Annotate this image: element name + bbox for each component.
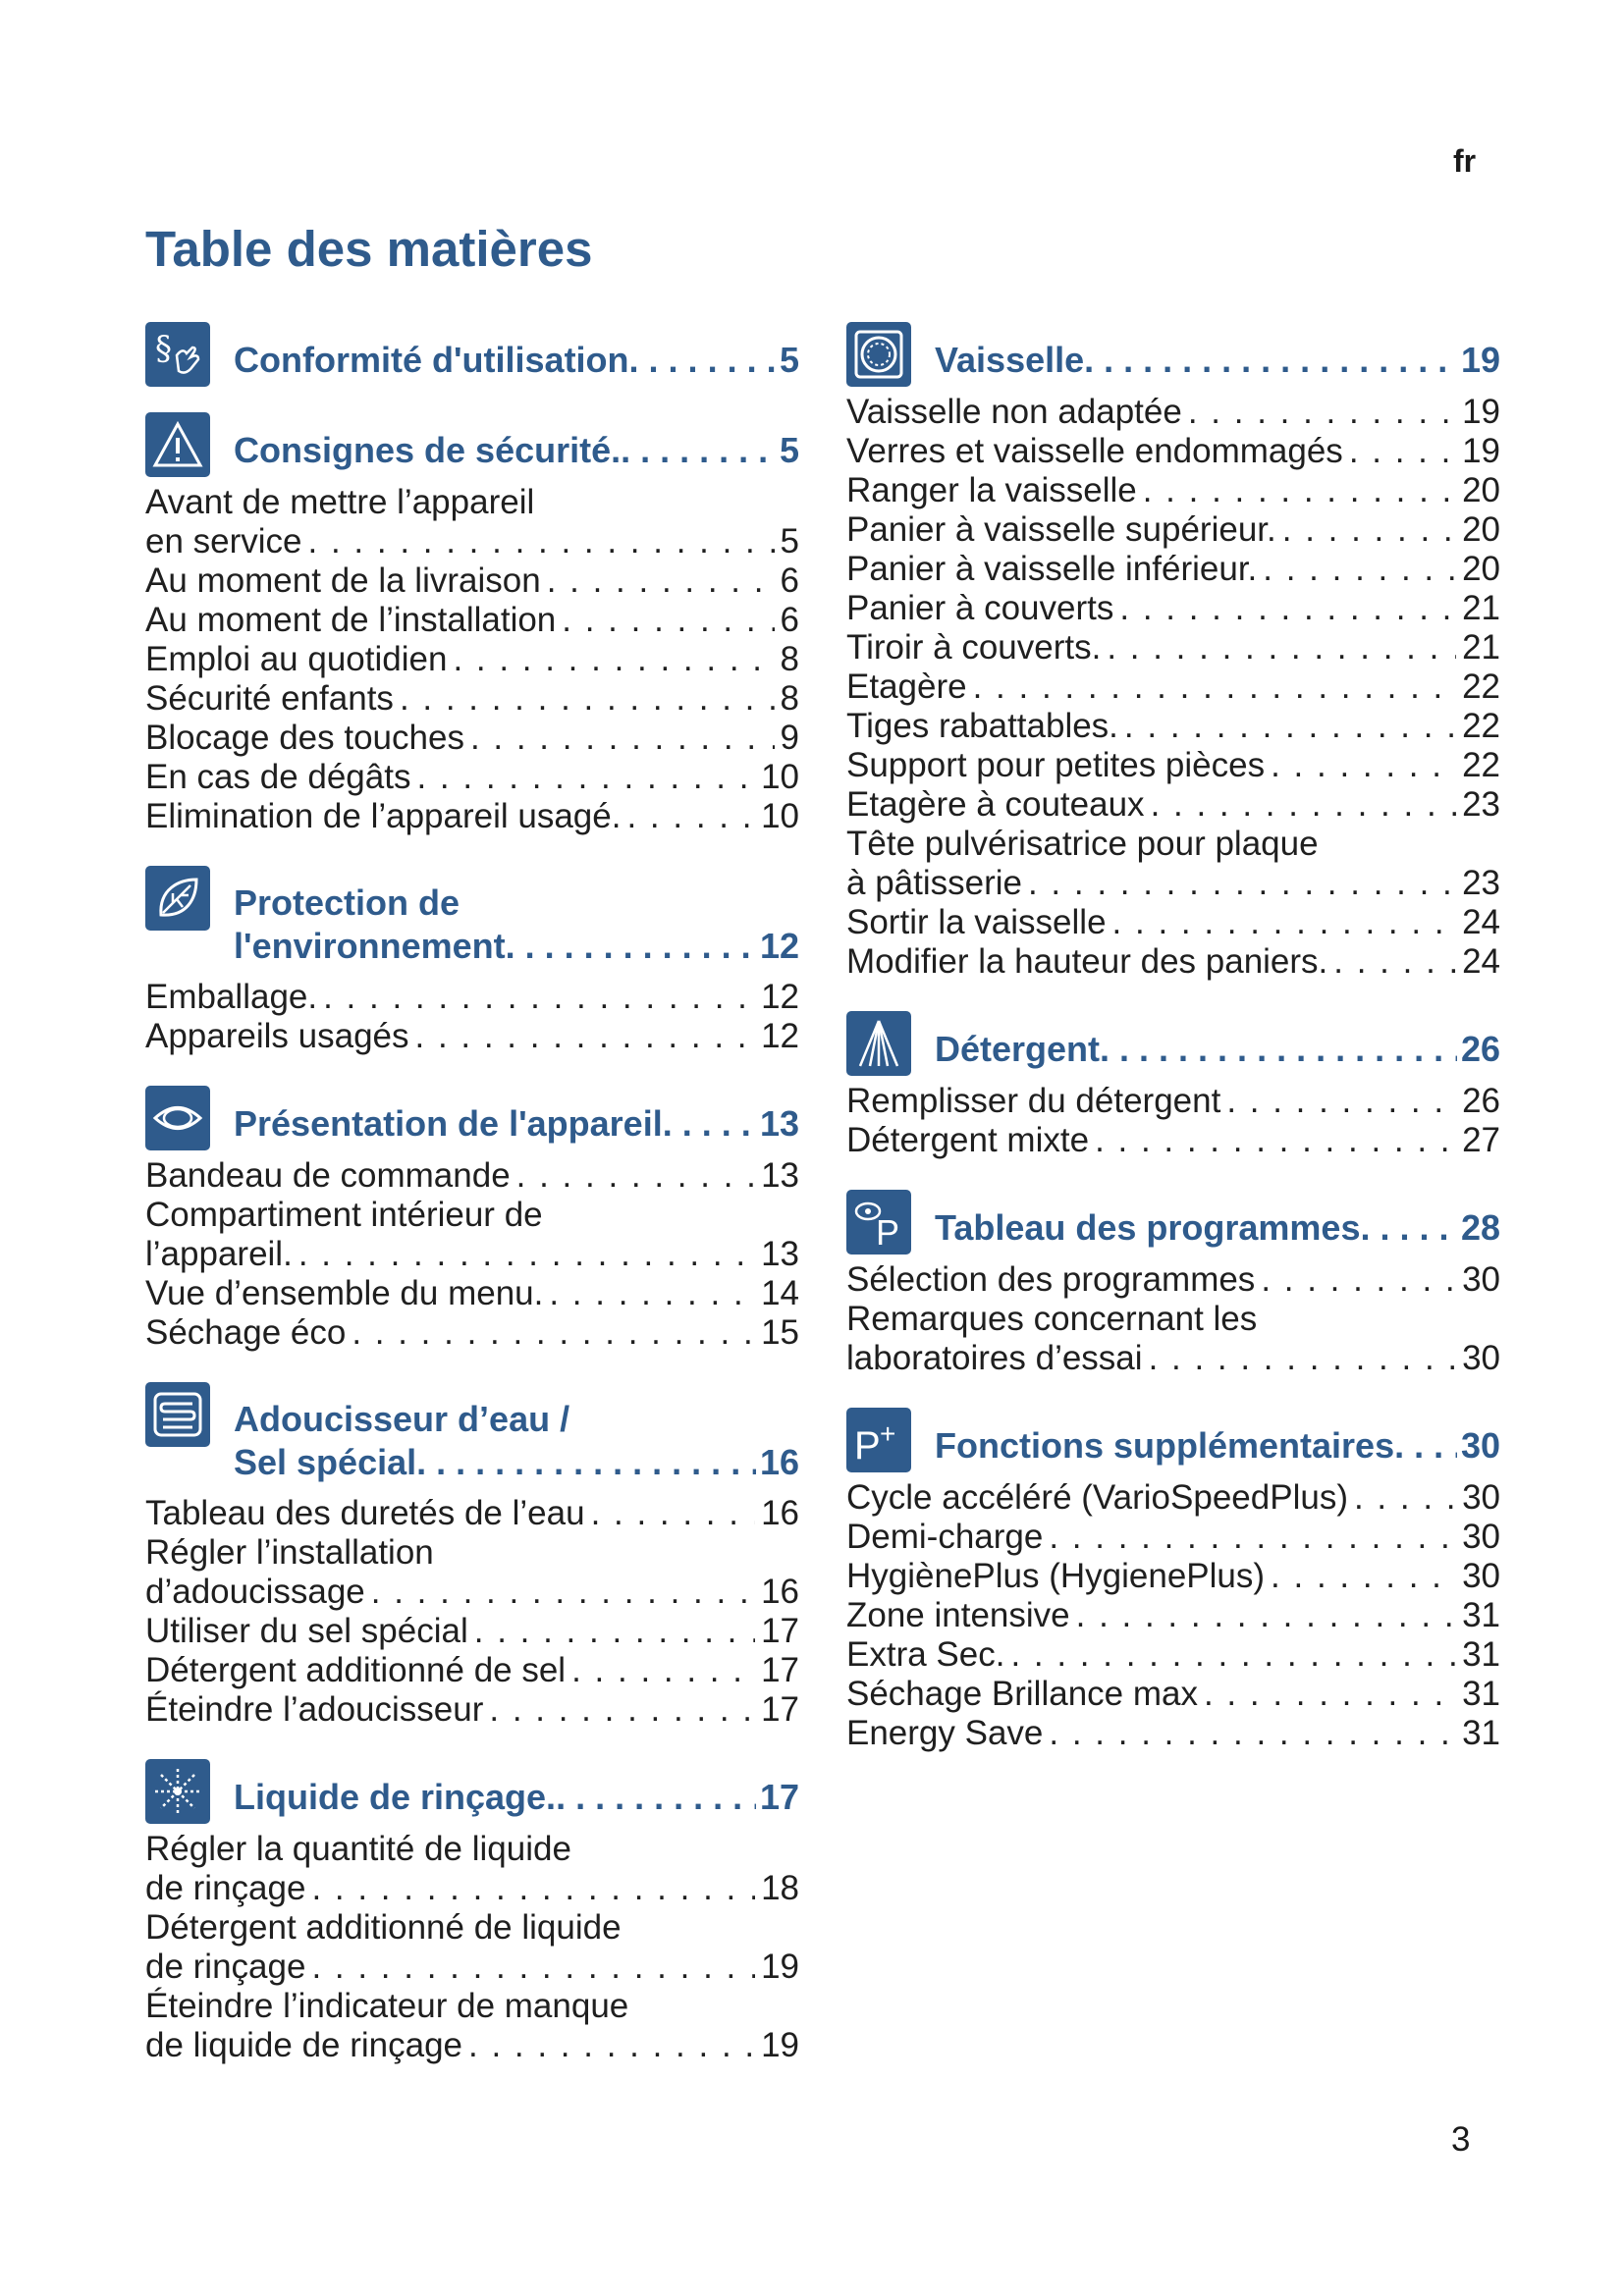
dot-leader xyxy=(305,1948,755,1987)
toc-section xyxy=(846,1184,1500,1378)
entry-text: Blocage des touches xyxy=(145,719,464,757)
entry-text: Demi-charge xyxy=(846,1518,1044,1556)
toc-entry[interactable] xyxy=(846,746,1500,785)
section-title: l'environnement xyxy=(234,926,506,966)
toc-entry[interactable] xyxy=(145,1017,799,1056)
toc-section xyxy=(145,1376,799,1730)
dot-leader xyxy=(621,797,755,836)
entry-text: Panier à vaisselle supérieur. xyxy=(846,510,1276,549)
dot-leader xyxy=(566,1651,755,1690)
dot-leader xyxy=(1043,1714,1456,1753)
toc-entry[interactable] xyxy=(145,1156,799,1196)
toc-section xyxy=(846,316,1500,982)
toc-entry[interactable] xyxy=(846,825,1500,903)
entry-page: 21 xyxy=(1462,589,1500,627)
entry-page: 16 xyxy=(761,1494,799,1532)
dot-leader xyxy=(1101,628,1456,667)
section-title: Liquide de rinçage. xyxy=(234,1777,557,1817)
entry-text: Emploi au quotidien xyxy=(145,640,448,678)
section-title: Vaisselle xyxy=(935,340,1085,380)
entry-page: 18 xyxy=(761,1869,799,1907)
p-plus-icon xyxy=(846,1408,911,1472)
section-title: Fonctions supplémentaires xyxy=(935,1425,1395,1466)
entry-page: 30 xyxy=(1462,1260,1500,1299)
dot-leader xyxy=(305,1869,755,1908)
detergent-icon xyxy=(846,1011,911,1076)
entry-page: 17 xyxy=(761,1612,799,1650)
language-code: fr xyxy=(1453,143,1477,179)
section-hand-icon xyxy=(145,322,210,387)
section-page: 19 xyxy=(1460,340,1500,380)
dot-leader xyxy=(585,1494,756,1533)
dot-leader xyxy=(1348,1478,1456,1518)
toc-entry[interactable] xyxy=(846,471,1500,510)
entry-page: 12 xyxy=(761,1017,799,1055)
entry-page: 15 xyxy=(761,1313,799,1352)
entry-page: 9 xyxy=(780,719,799,757)
toc-entry[interactable] xyxy=(846,942,1500,982)
section-page: 5 xyxy=(779,340,799,380)
entry-page: 19 xyxy=(1462,393,1500,431)
toc-entry[interactable] xyxy=(145,1274,799,1313)
warning-triangle-icon xyxy=(145,412,210,477)
dot-leader xyxy=(1276,510,1456,550)
entry-page: 30 xyxy=(1462,1557,1500,1595)
dot-leader xyxy=(462,2026,755,2065)
dot-leader xyxy=(410,758,755,797)
entry-text: Tiges rabattables. xyxy=(846,707,1118,745)
dot-leader xyxy=(1113,589,1456,628)
eye-icon xyxy=(145,1086,210,1150)
entry-text: Verres et vaisselle endommagés xyxy=(846,432,1343,470)
entry-text: Appareils usagés xyxy=(145,1017,409,1055)
dot-leader xyxy=(1198,1675,1456,1714)
toc-entry[interactable] xyxy=(145,1196,799,1274)
toc-entry[interactable] xyxy=(145,640,799,679)
section-title: Consignes de sécurité. xyxy=(234,430,622,470)
toc-right-column xyxy=(846,316,1500,1777)
section-heading[interactable] xyxy=(846,1402,1500,1468)
toc-entry[interactable] xyxy=(145,1494,799,1533)
dot-leader xyxy=(1137,471,1456,510)
dot-leader xyxy=(1022,864,1456,903)
entry-text: Energy Save xyxy=(846,1714,1044,1752)
toc-section xyxy=(145,1753,799,2065)
entry-text: Support pour petites pièces xyxy=(846,746,1266,784)
dot-leader xyxy=(1089,1121,1456,1160)
entry-page: 13 xyxy=(761,1235,799,1273)
toc-section xyxy=(145,860,799,1056)
toc-entry[interactable] xyxy=(846,510,1500,550)
entry-text: de liquide de rinçage xyxy=(145,2026,463,2064)
dot-leader xyxy=(1255,1260,1456,1300)
entry-text-pre: Avant de mettre l’appareil xyxy=(145,483,535,521)
entry-text: à pâtisserie xyxy=(846,864,1022,902)
dot-leader xyxy=(1107,903,1457,942)
entry-text: Panier à vaisselle inférieur. xyxy=(846,550,1258,588)
entry-page: 21 xyxy=(1462,628,1500,667)
section-heading[interactable] xyxy=(846,1005,1500,1072)
dot-leader xyxy=(464,719,775,758)
dot-leader xyxy=(1360,1206,1456,1250)
entry-text: Séchage Brillance max xyxy=(846,1675,1198,1713)
entry-page: 20 xyxy=(1462,510,1500,549)
dot-leader xyxy=(543,1274,755,1313)
section-heading[interactable] xyxy=(145,406,799,473)
toc-entry[interactable] xyxy=(145,719,799,758)
dot-leader xyxy=(1084,339,1457,382)
entry-page: 10 xyxy=(761,758,799,796)
svg-text:P: P xyxy=(854,1424,881,1468)
dot-leader xyxy=(1043,1518,1456,1557)
dot-leader xyxy=(1004,1635,1456,1675)
entry-text: de rinçage xyxy=(145,1869,306,1907)
section-page: 13 xyxy=(759,1103,799,1144)
dot-leader xyxy=(468,1612,755,1651)
entry-page: 19 xyxy=(761,1948,799,1986)
entry-text: Emballage. xyxy=(145,978,318,1016)
entry-page: 10 xyxy=(761,797,799,835)
dot-leader xyxy=(511,1156,755,1196)
entry-text: Détergent mixte xyxy=(846,1121,1090,1159)
toc-entry[interactable] xyxy=(145,561,799,601)
entry-text: Bandeau de commande xyxy=(145,1156,511,1195)
section-title: Conformité d'utilisation xyxy=(234,340,629,380)
entry-text: Etagère à couteaux xyxy=(846,785,1145,824)
entry-page: 6 xyxy=(780,601,799,639)
sparkle-icon xyxy=(145,1759,210,1824)
toc-entry[interactable] xyxy=(846,785,1500,825)
section-page: 30 xyxy=(1460,1425,1500,1466)
entry-text: Vue d’ensemble du menu. xyxy=(145,1274,544,1312)
toc-section xyxy=(145,406,799,836)
entry-text: Au moment de la livraison xyxy=(145,561,541,600)
toc-entry[interactable] xyxy=(145,1612,799,1651)
section-heading[interactable] xyxy=(145,1753,799,1820)
entry-text: Détergent additionné de sel xyxy=(145,1651,567,1689)
dot-leader xyxy=(1327,942,1456,982)
section-title: Détergent xyxy=(935,1029,1101,1069)
toc-entry[interactable] xyxy=(145,1908,799,1987)
entry-page: 27 xyxy=(1462,1121,1500,1159)
entry-text: en service xyxy=(145,522,302,561)
entry-text: Etagère xyxy=(846,667,967,706)
entry-page: 31 xyxy=(1462,1714,1500,1752)
toc-entry[interactable] xyxy=(846,1478,1500,1518)
entry-page: 19 xyxy=(1462,432,1500,470)
toc-entry[interactable] xyxy=(145,1651,799,1690)
entry-text: laboratoires d’essai xyxy=(846,1339,1143,1377)
toc-entry[interactable] xyxy=(145,1533,799,1612)
dot-leader xyxy=(1343,432,1456,471)
water-softener-icon xyxy=(145,1382,210,1447)
entry-page: 6 xyxy=(780,561,799,600)
dot-leader xyxy=(416,1441,756,1484)
entry-page: 8 xyxy=(780,679,799,718)
entry-page: 23 xyxy=(1462,864,1500,902)
entry-text-pre: Détergent additionné de liquide xyxy=(145,1908,622,1947)
section-title: Sel spécial xyxy=(234,1442,417,1482)
toc-entry[interactable] xyxy=(846,1675,1500,1714)
entry-page: 24 xyxy=(1462,942,1500,981)
toc-entry[interactable] xyxy=(145,679,799,719)
dot-leader xyxy=(556,601,774,640)
entry-text: Ranger la vaisselle xyxy=(846,471,1137,509)
entry-page: 19 xyxy=(761,2026,799,2064)
dot-leader xyxy=(317,978,755,1017)
toc-entry[interactable] xyxy=(145,1987,799,2065)
entry-page: 22 xyxy=(1462,707,1500,745)
toc-entry[interactable] xyxy=(846,589,1500,628)
entry-text: Remplisser du détergent xyxy=(846,1082,1221,1120)
section-title-pre: Protection de xyxy=(234,882,460,923)
entry-text-pre: Régler la quantité de liquide xyxy=(145,1830,571,1868)
dot-leader xyxy=(1257,550,1456,589)
entry-page: 31 xyxy=(1462,1596,1500,1634)
toc-entry[interactable] xyxy=(846,707,1500,746)
section-heading[interactable] xyxy=(145,316,799,383)
entry-text: Tiroir à couverts. xyxy=(846,628,1102,667)
leaf-icon xyxy=(145,866,210,931)
entry-text: Sécurité enfants xyxy=(145,679,394,718)
entry-page: 14 xyxy=(761,1274,799,1312)
entry-page: 23 xyxy=(1462,785,1500,824)
toc-section xyxy=(846,1402,1500,1753)
dot-leader xyxy=(1265,746,1456,785)
toc-entry[interactable] xyxy=(846,550,1500,589)
entry-text: En cas de dégâts xyxy=(145,758,411,796)
dot-leader xyxy=(621,429,776,472)
entry-page: 17 xyxy=(761,1651,799,1689)
toc-section xyxy=(145,1080,799,1353)
dot-leader xyxy=(556,1776,756,1819)
page-title: Table des matières xyxy=(145,221,593,277)
entry-text: Tableau des duretés de l’eau xyxy=(145,1494,585,1532)
dot-leader xyxy=(409,1017,756,1056)
entry-text-pre: Régler l’installation xyxy=(145,1533,434,1572)
dot-leader xyxy=(506,925,756,968)
dot-leader xyxy=(663,1102,756,1146)
dot-leader xyxy=(1265,1557,1456,1596)
toc-entry[interactable] xyxy=(846,903,1500,942)
entry-text: Elimination de l’appareil usagé. xyxy=(145,797,622,835)
plate-icon xyxy=(846,322,911,387)
page-number: 3 xyxy=(1451,2120,1471,2159)
entry-text: Zone intensive xyxy=(846,1596,1070,1634)
toc-entry[interactable] xyxy=(145,1313,799,1353)
entry-page: 20 xyxy=(1462,471,1500,509)
entry-page: 24 xyxy=(1462,903,1500,941)
toc-entry[interactable] xyxy=(846,628,1500,667)
dot-leader xyxy=(1100,1028,1457,1071)
section-page: 5 xyxy=(779,430,799,470)
entry-page: 13 xyxy=(761,1156,799,1195)
entry-text: d’adoucissage xyxy=(145,1573,365,1611)
entry-text: l’appareil. xyxy=(145,1235,293,1273)
section-heading[interactable] xyxy=(145,1080,799,1147)
entry-page: 5 xyxy=(780,522,799,561)
entry-text: Vaisselle non adaptée xyxy=(846,393,1182,431)
dot-leader xyxy=(346,1313,755,1353)
toc-entry[interactable] xyxy=(846,432,1500,471)
toc-section xyxy=(846,1005,1500,1160)
entry-page: 22 xyxy=(1462,746,1500,784)
entry-page: 8 xyxy=(780,640,799,678)
section-title-pre: Adoucisseur d’eau / xyxy=(234,1399,570,1439)
toc-entry[interactable] xyxy=(846,1635,1500,1675)
section-title: Tableau des programmes xyxy=(935,1207,1361,1248)
section-title: Présentation de l'appareil xyxy=(234,1103,663,1144)
section-page: 16 xyxy=(759,1442,799,1482)
toc-entry[interactable] xyxy=(145,601,799,640)
entry-text: de rinçage xyxy=(145,1948,306,1986)
toc-entry[interactable] xyxy=(145,758,799,797)
dot-leader xyxy=(541,561,775,601)
entry-text-pre: Tête pulvérisatrice pour plaque xyxy=(846,825,1319,863)
entry-text: HygiènePlus (HygienePlus) xyxy=(846,1557,1266,1595)
dot-leader xyxy=(1070,1596,1456,1635)
dot-leader xyxy=(1145,785,1457,825)
entry-page: 16 xyxy=(761,1573,799,1611)
toc-entry[interactable] xyxy=(846,1082,1500,1121)
toc-entry[interactable] xyxy=(846,667,1500,707)
entry-page: 31 xyxy=(1462,1635,1500,1674)
dot-leader xyxy=(1182,393,1456,432)
toc-entry[interactable] xyxy=(846,1300,1500,1378)
section-page: 26 xyxy=(1460,1029,1500,1069)
entry-text-pre: Éteindre l’indicateur de manque xyxy=(145,1987,629,2025)
entry-text: Utiliser du sel spécial xyxy=(145,1612,468,1650)
toc-left-column xyxy=(145,316,799,2089)
entry-page: 22 xyxy=(1462,667,1500,706)
dot-leader xyxy=(1118,707,1456,746)
entry-page: 26 xyxy=(1462,1082,1500,1120)
section-page: 17 xyxy=(759,1777,799,1817)
toc-entry[interactable] xyxy=(846,393,1500,432)
section-heading[interactable] xyxy=(145,860,799,968)
entry-text-pre: Compartiment intérieur de xyxy=(145,1196,543,1234)
toc-entry[interactable] xyxy=(846,1596,1500,1635)
section-heading[interactable] xyxy=(846,1184,1500,1251)
toc-section xyxy=(145,316,799,383)
toc-entry[interactable] xyxy=(145,483,799,561)
section-page: 28 xyxy=(1460,1207,1500,1248)
svg-text:+: + xyxy=(880,1418,896,1449)
svg-text:§: § xyxy=(155,329,172,368)
entry-page: 17 xyxy=(761,1690,799,1729)
section-heading[interactable] xyxy=(846,316,1500,383)
entry-page: 30 xyxy=(1462,1478,1500,1517)
program-icon xyxy=(846,1190,911,1255)
dot-leader xyxy=(293,1235,755,1274)
entry-text: Sélection des programmes xyxy=(846,1260,1256,1299)
dot-leader xyxy=(483,1690,755,1730)
dot-leader xyxy=(394,679,775,719)
entry-text: Au moment de l’installation xyxy=(145,601,557,639)
toc-entry[interactable] xyxy=(846,1714,1500,1753)
dot-leader xyxy=(967,667,1456,707)
entry-page: 30 xyxy=(1462,1518,1500,1556)
dot-leader xyxy=(1143,1339,1457,1378)
toc-entry[interactable] xyxy=(145,797,799,836)
entry-text: Cycle accéléré (VarioSpeedPlus) xyxy=(846,1478,1348,1517)
entry-page: 20 xyxy=(1462,550,1500,588)
dot-leader xyxy=(1220,1082,1456,1121)
svg-text:P: P xyxy=(876,1212,900,1251)
entry-text: Modifier la hauteur des paniers. xyxy=(846,942,1328,981)
dot-leader xyxy=(629,339,776,382)
toc-entry[interactable] xyxy=(846,1121,1500,1160)
section-page: 12 xyxy=(759,926,799,966)
toc-entry[interactable] xyxy=(145,1830,799,1908)
entry-page: 12 xyxy=(761,978,799,1016)
entry-page: 30 xyxy=(1462,1339,1500,1377)
entry-page: 31 xyxy=(1462,1675,1500,1713)
toc-entry[interactable] xyxy=(145,978,799,1017)
entry-text-pre: Remarques concernant les xyxy=(846,1300,1258,1338)
entry-text: Sortir la vaisselle xyxy=(846,903,1107,941)
toc-entry[interactable] xyxy=(846,1260,1500,1300)
dot-leader xyxy=(365,1573,755,1612)
section-heading[interactable] xyxy=(145,1376,799,1484)
dot-leader xyxy=(447,640,774,679)
toc-entry[interactable] xyxy=(846,1518,1500,1557)
entry-text: Éteindre l’adoucisseur xyxy=(145,1690,484,1729)
entry-text: Panier à couverts xyxy=(846,589,1114,627)
dot-leader xyxy=(1394,1424,1457,1468)
entry-text: Extra Sec. xyxy=(846,1635,1005,1674)
toc-entry[interactable] xyxy=(846,1557,1500,1596)
dot-leader xyxy=(302,522,775,561)
entry-text: Séchage éco xyxy=(145,1313,347,1352)
toc-entry[interactable] xyxy=(145,1690,799,1730)
